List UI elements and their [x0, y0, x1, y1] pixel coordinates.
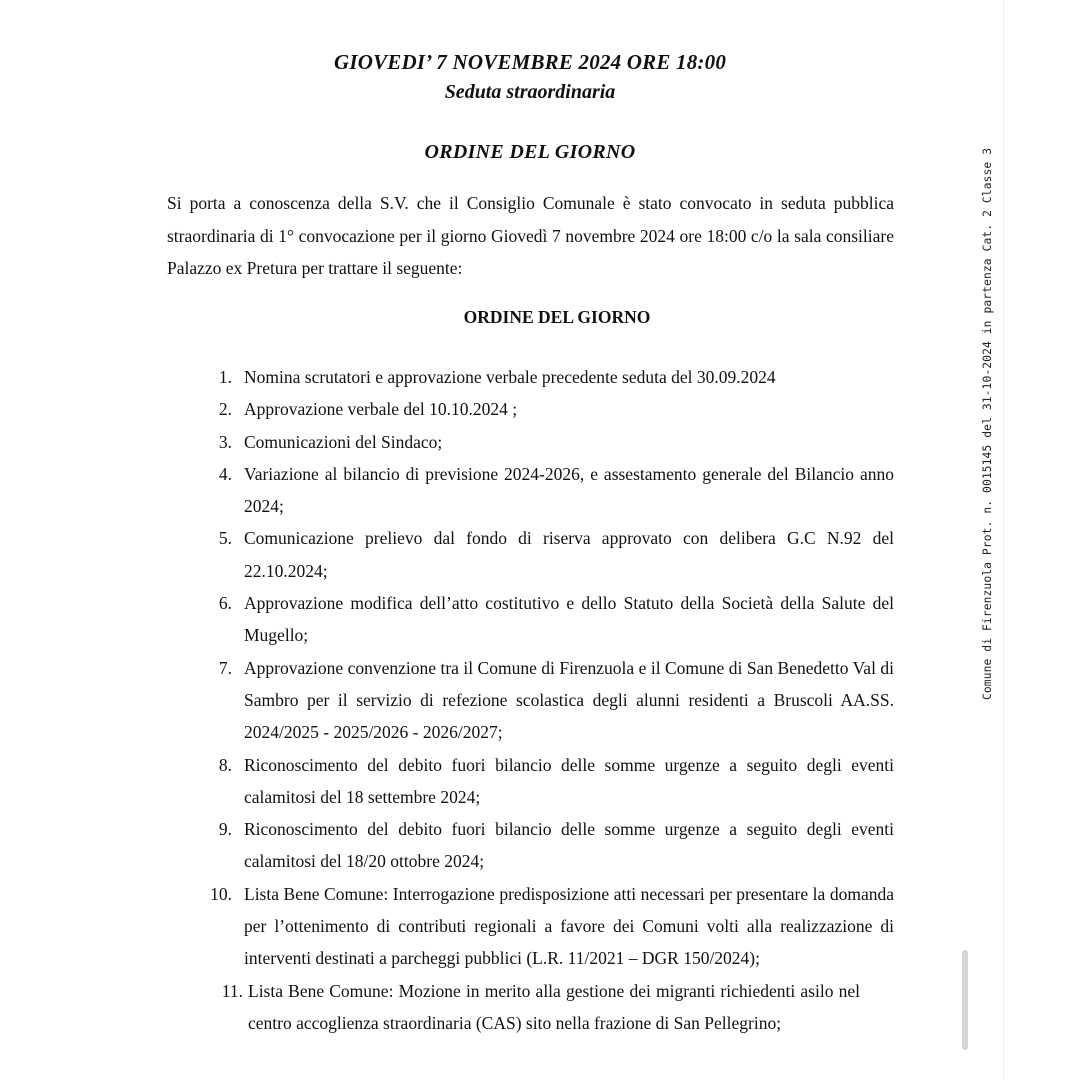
agenda-item-text: Approvazione verbale del 10.10.2024 ; — [244, 399, 518, 420]
meeting-date-heading: GIOVEDI’ 7 NOVEMBRE 2024 ORE 18:00 — [333, 50, 727, 74]
agenda-item-number: 7. — [218, 657, 232, 678]
agenda-item-number: 3. — [218, 431, 232, 452]
agenda-title-italic: ORDINE DEL GIORNO — [424, 141, 636, 163]
intro-paragraph: Si porta a conoscenza della S.V. che il Consiglio Comunale è stato convocato in seduta pubblica straordinaria di 1° convocazione per il giorno Giovedì 7 novembre 2024 ore 18:00 c/o la sala consiliare Palazzo ex Pretura per trattare il seguente: — [167, 193, 894, 278]
agenda-item-text: Comunicazioni del Sindaco; — [244, 431, 443, 452]
agenda-item — [0, 393, 894, 425]
agenda-item — [0, 458, 894, 523]
agenda-item-number: 9. — [218, 819, 232, 840]
agenda-item — [0, 749, 894, 814]
scrollbar-thumb[interactable] — [962, 950, 968, 1050]
page-edge-divider — [1003, 0, 1004, 1080]
agenda-title: ORDINE DEL GIORNO — [463, 307, 651, 327]
agenda-item-text: Riconoscimento del debito fuori bilancio delle somme urgenze a seguito degli eventi calamitosi del 18/20 ottobre 2024; — [244, 819, 894, 872]
agenda-item-number: 2. — [218, 399, 232, 420]
agenda-item — [0, 652, 894, 749]
agenda-item-number: 8. — [218, 754, 232, 775]
agenda-item — [0, 813, 894, 878]
session-type-heading: Seduta straordinaria — [444, 81, 616, 103]
agenda-item-number: 11. — [221, 980, 243, 1001]
agenda-item-text: Nomina scrutatori e approvazione verbale precedente seduta del 30.09.2024 — [244, 367, 776, 387]
agenda-item-number: 1. — [218, 367, 232, 387]
agenda-item-number: 5. — [218, 528, 232, 549]
agenda-item — [0, 878, 894, 975]
agenda-item-text: Riconoscimento del debito fuori bilancio delle somme urgenze a seguito degli eventi calamitosi del 18 settembre 2024; — [244, 754, 894, 807]
agenda-item — [0, 361, 894, 393]
protocol-stamp: Comune di Firenzuola Prot. n. 0015145 del 31-10-2024 in partenza Cat. 2 Classe 3 — [981, 147, 994, 700]
agenda-item-text: Lista Bene Comune: Interrogazione predisposizione atti necessari per presentare la domanda per l’ottenimento di contributi regionali a favore dei Comuni volti alla realizzazione di interventi destinati a parcheggi pubblici (L.R. 11/2021 – DGR 150/2024); — [244, 883, 894, 969]
agenda-item-text: Comunicazione prelievo dal fondo di riserva approvato con delibera G.C N.92 del 22.10.2024; — [244, 528, 894, 581]
agenda-item-text: Variazione al bilancio di previsione 2024-2026, e assestamento generale del Bilancio anno 2024; — [244, 463, 894, 517]
agenda-item-number: 4. — [218, 463, 232, 484]
agenda-item-number: 10. — [210, 883, 232, 904]
agenda-item-text: Lista Bene Comune: Mozione in merito alla gestione dei migranti richiedenti asilo nel centro accoglienza straordinaria (CAS) sito nella frazione di San Pellegrino; — [248, 980, 860, 1033]
agenda-item — [0, 587, 894, 652]
agenda-item — [0, 426, 894, 458]
agenda-item — [0, 522, 894, 587]
agenda-item-number: 6. — [218, 593, 232, 614]
agenda-item-text: Approvazione convenzione tra il Comune di Firenzuola e il Comune di San Benedetto Val di Sambro per il servizio di refezione scolastica degli alunni residenti a Bruscoli AA.SS. 2024/2025 - 2025/2026 - 2026/2027; — [244, 657, 894, 743]
agenda-list — [0, 361, 1000, 1039]
agenda-item — [0, 975, 860, 1039]
agenda-item-text: Approvazione modifica dell’atto costitutivo e dello Statuto della Società della Salute del Mugello; — [244, 593, 894, 646]
